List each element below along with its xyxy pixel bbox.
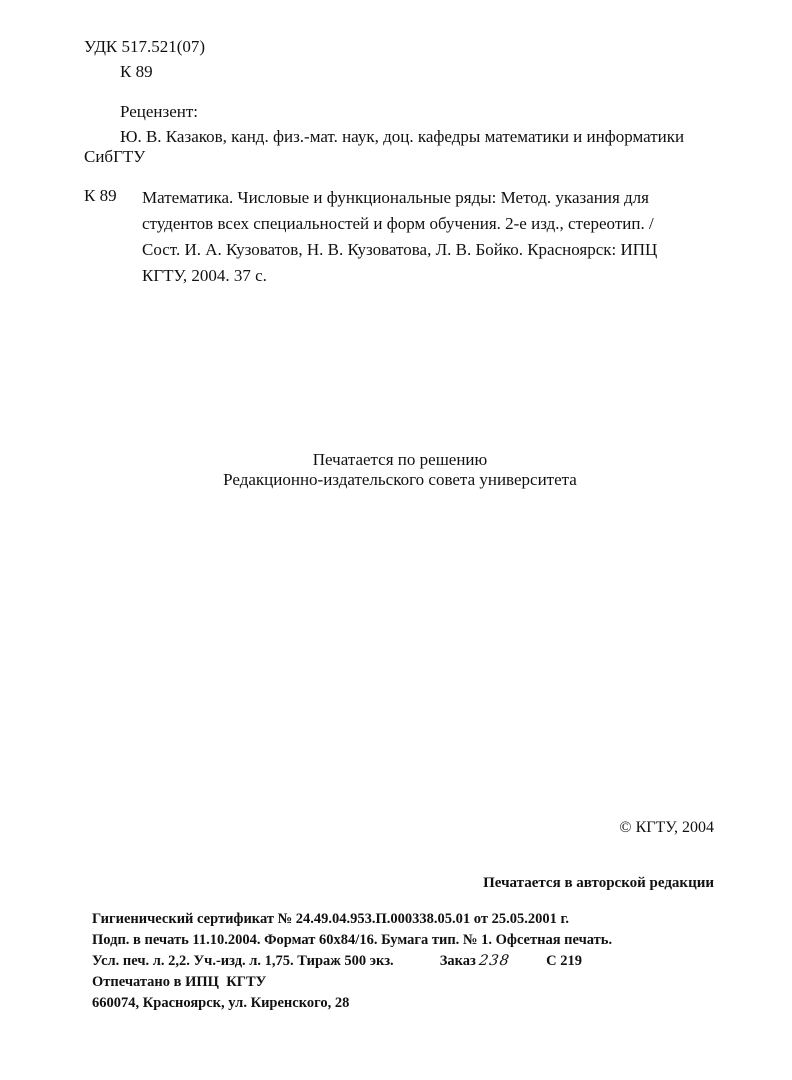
printing-house-address: 660074, Красноярск, ул. Киренского, 28 [92, 995, 350, 1011]
author-mark: К 89 [120, 62, 153, 81]
print-run-row [92, 951, 612, 972]
imprint-block [92, 909, 612, 1014]
reviewer-label: Рецензент: [120, 102, 199, 121]
author-edition-note: Печатается в авторской редакции [483, 875, 714, 891]
entry-code: К 89 [84, 186, 117, 205]
entry-line: Сост. И. А. Кузоватов, Н. В. Кузоватова, Л. В. Бойко. Красноярск: ИПЦ [142, 240, 658, 259]
bibliographic-entry [142, 186, 722, 290]
print-signing-info: Подп. в печать 11.10.2004. Формат 60х84/16. Бумага тип. № 1. Офсетная печать. [92, 932, 613, 948]
entry-line: КГТУ, 2004. 37 с. [142, 266, 267, 285]
entry-line: Математика. Числовые и функциональные ряды: Метод. указания для [142, 188, 649, 207]
copyright: © КГТУ, 2004 [619, 819, 714, 836]
reviewer-text: Ю. В. Казаков, канд. физ.-мат. наук, доц. кафедры математики и информатики [120, 127, 685, 146]
sheets-and-print-run: Усл. печ. л. 2,2. Уч.-изд. л. 1,75. Тираж 500 экз. [92, 953, 394, 969]
decision-line-2: Редакционно-издательского совета университета [223, 470, 577, 489]
udk-code: УДК 517.521(07) [84, 37, 206, 56]
printing-house: Отпечатано в ИПЦ КГТУ [92, 974, 267, 990]
decision-line-1: Печатается по решению [312, 450, 488, 469]
hygiene-certificate: Гигиенический сертификат № 24.49.04.953.П.000338.05.01 от 25.05.2001 г. [92, 911, 570, 927]
order-code: С 219 [546, 953, 582, 969]
entry-line: студентов всех специальностей и форм обучения. 2-е изд., стереотип. / [142, 214, 654, 233]
reviewer-organization: СибГТУ [84, 147, 146, 166]
order-number: 238 [478, 953, 512, 969]
order-label: Заказ [439, 953, 476, 969]
